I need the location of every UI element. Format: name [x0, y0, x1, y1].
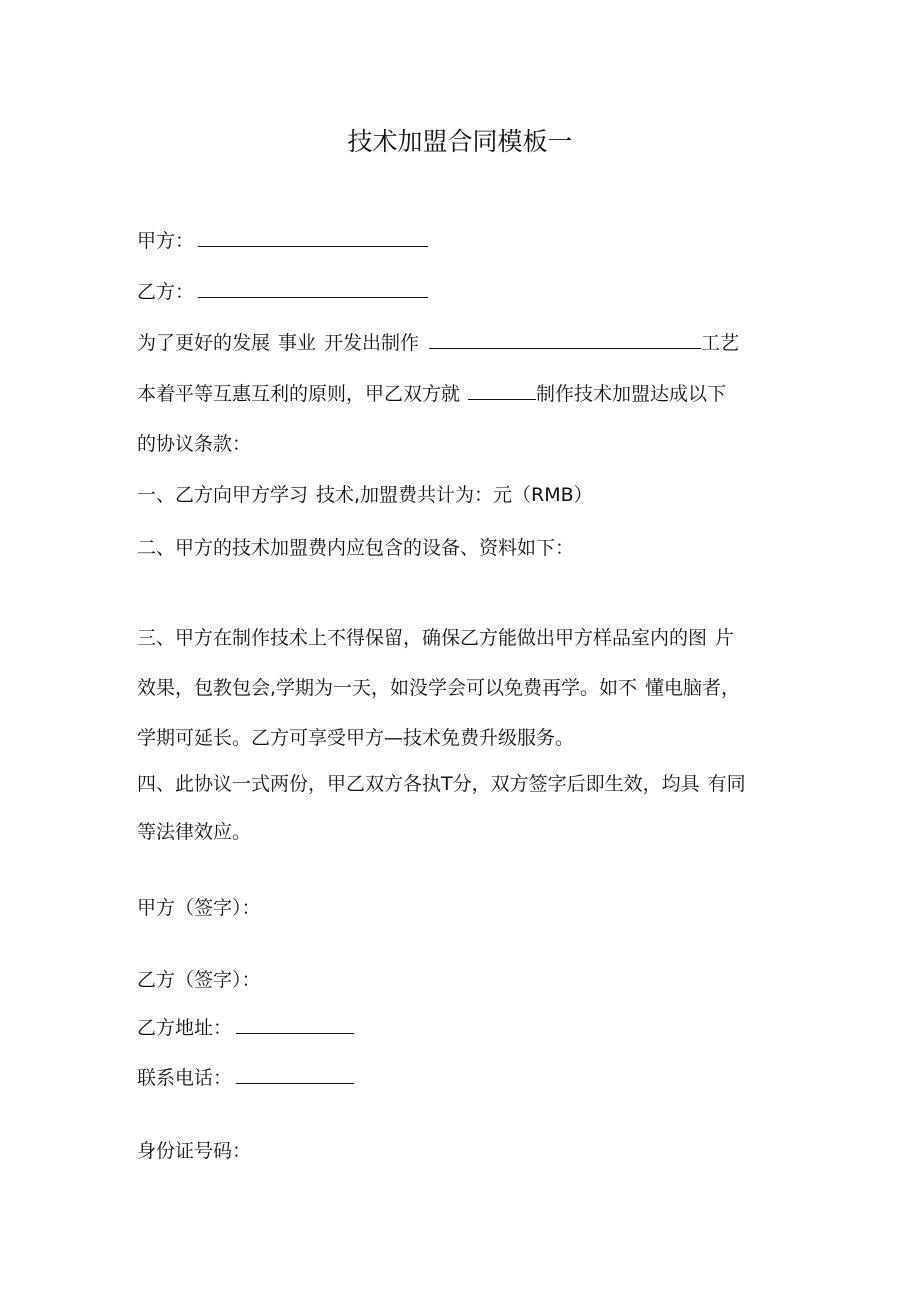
clause-4-line-1	[137, 772, 746, 796]
clause-4-line-2: 等法律效应。	[137, 821, 252, 843]
party-a-signature: 甲方（签字）：	[137, 897, 261, 919]
clause-4-text-1b: 有同	[707, 773, 746, 795]
clause-3-text-2b: 懂电脑者，	[645, 677, 741, 699]
clause-3-line-1	[137, 626, 734, 650]
party-a-blank[interactable]	[198, 229, 428, 247]
intro-line-2	[137, 382, 726, 406]
intro-text-1a: 为了更好的发展	[137, 332, 271, 354]
clause-3-text-1a: 三、甲方在制作技术上不得保留，确保乙方能做出甲方样品室内的图	[137, 627, 708, 649]
intro-text-1d: 工艺	[701, 332, 740, 354]
party-a-line	[137, 229, 428, 253]
technique-blank[interactable]	[468, 382, 536, 400]
clause-1	[137, 483, 593, 507]
party-b-blank[interactable]	[198, 280, 428, 298]
intro-line-3: 的协议条款：	[137, 433, 252, 455]
craft-blank[interactable]	[429, 331, 701, 349]
intro-line-1	[137, 331, 739, 355]
intro-text-1c: 开发出制作	[324, 332, 420, 354]
phone-blank[interactable]	[236, 1066, 354, 1084]
party-b-signature: 乙方（签字）：	[137, 969, 261, 991]
party-b-address-blank[interactable]	[236, 1016, 354, 1034]
clause-3-text-2a: 效果，包教包会,学期为一天，如没学会可以免费再学。如不	[137, 677, 638, 699]
clause-1-text-a: 一、乙方向甲方学习	[137, 484, 309, 506]
phone-line	[137, 1066, 354, 1090]
party-b-label: 乙方：	[137, 281, 195, 303]
id-number-line: 身份证号码：	[137, 1140, 252, 1162]
clause-3-line-2	[137, 676, 740, 700]
document-title: 技术加盟合同模板一	[347, 127, 573, 156]
clause-3-line-3: 学期可延长。乙方可享受甲方—技术免费升级服务。	[137, 727, 575, 749]
intro-text-2b: 制作技术加盟达成以下	[536, 383, 727, 405]
clause-3-text-1b: 片	[715, 627, 735, 649]
intro-text-1b: 事业	[278, 332, 317, 354]
party-b-address-line	[137, 1016, 354, 1040]
party-b-address-label: 乙方地址：	[137, 1017, 233, 1039]
clause-2: 二、甲方的技术加盟费内应包含的设备、资料如下：	[137, 537, 575, 559]
phone-label: 联系电话：	[137, 1067, 233, 1089]
party-a-label: 甲方：	[137, 230, 195, 252]
intro-text-2a: 本着平等互惠互利的原则，甲乙双方就	[137, 383, 461, 405]
party-b-line	[137, 280, 428, 304]
clause-1-text-b: 技术,加盟费共计为：元（RMB）	[316, 484, 593, 506]
clause-4-text-1a: 四、此协议一式两份，甲乙双方各执T分，双方签字后即生效，均具	[137, 773, 700, 795]
